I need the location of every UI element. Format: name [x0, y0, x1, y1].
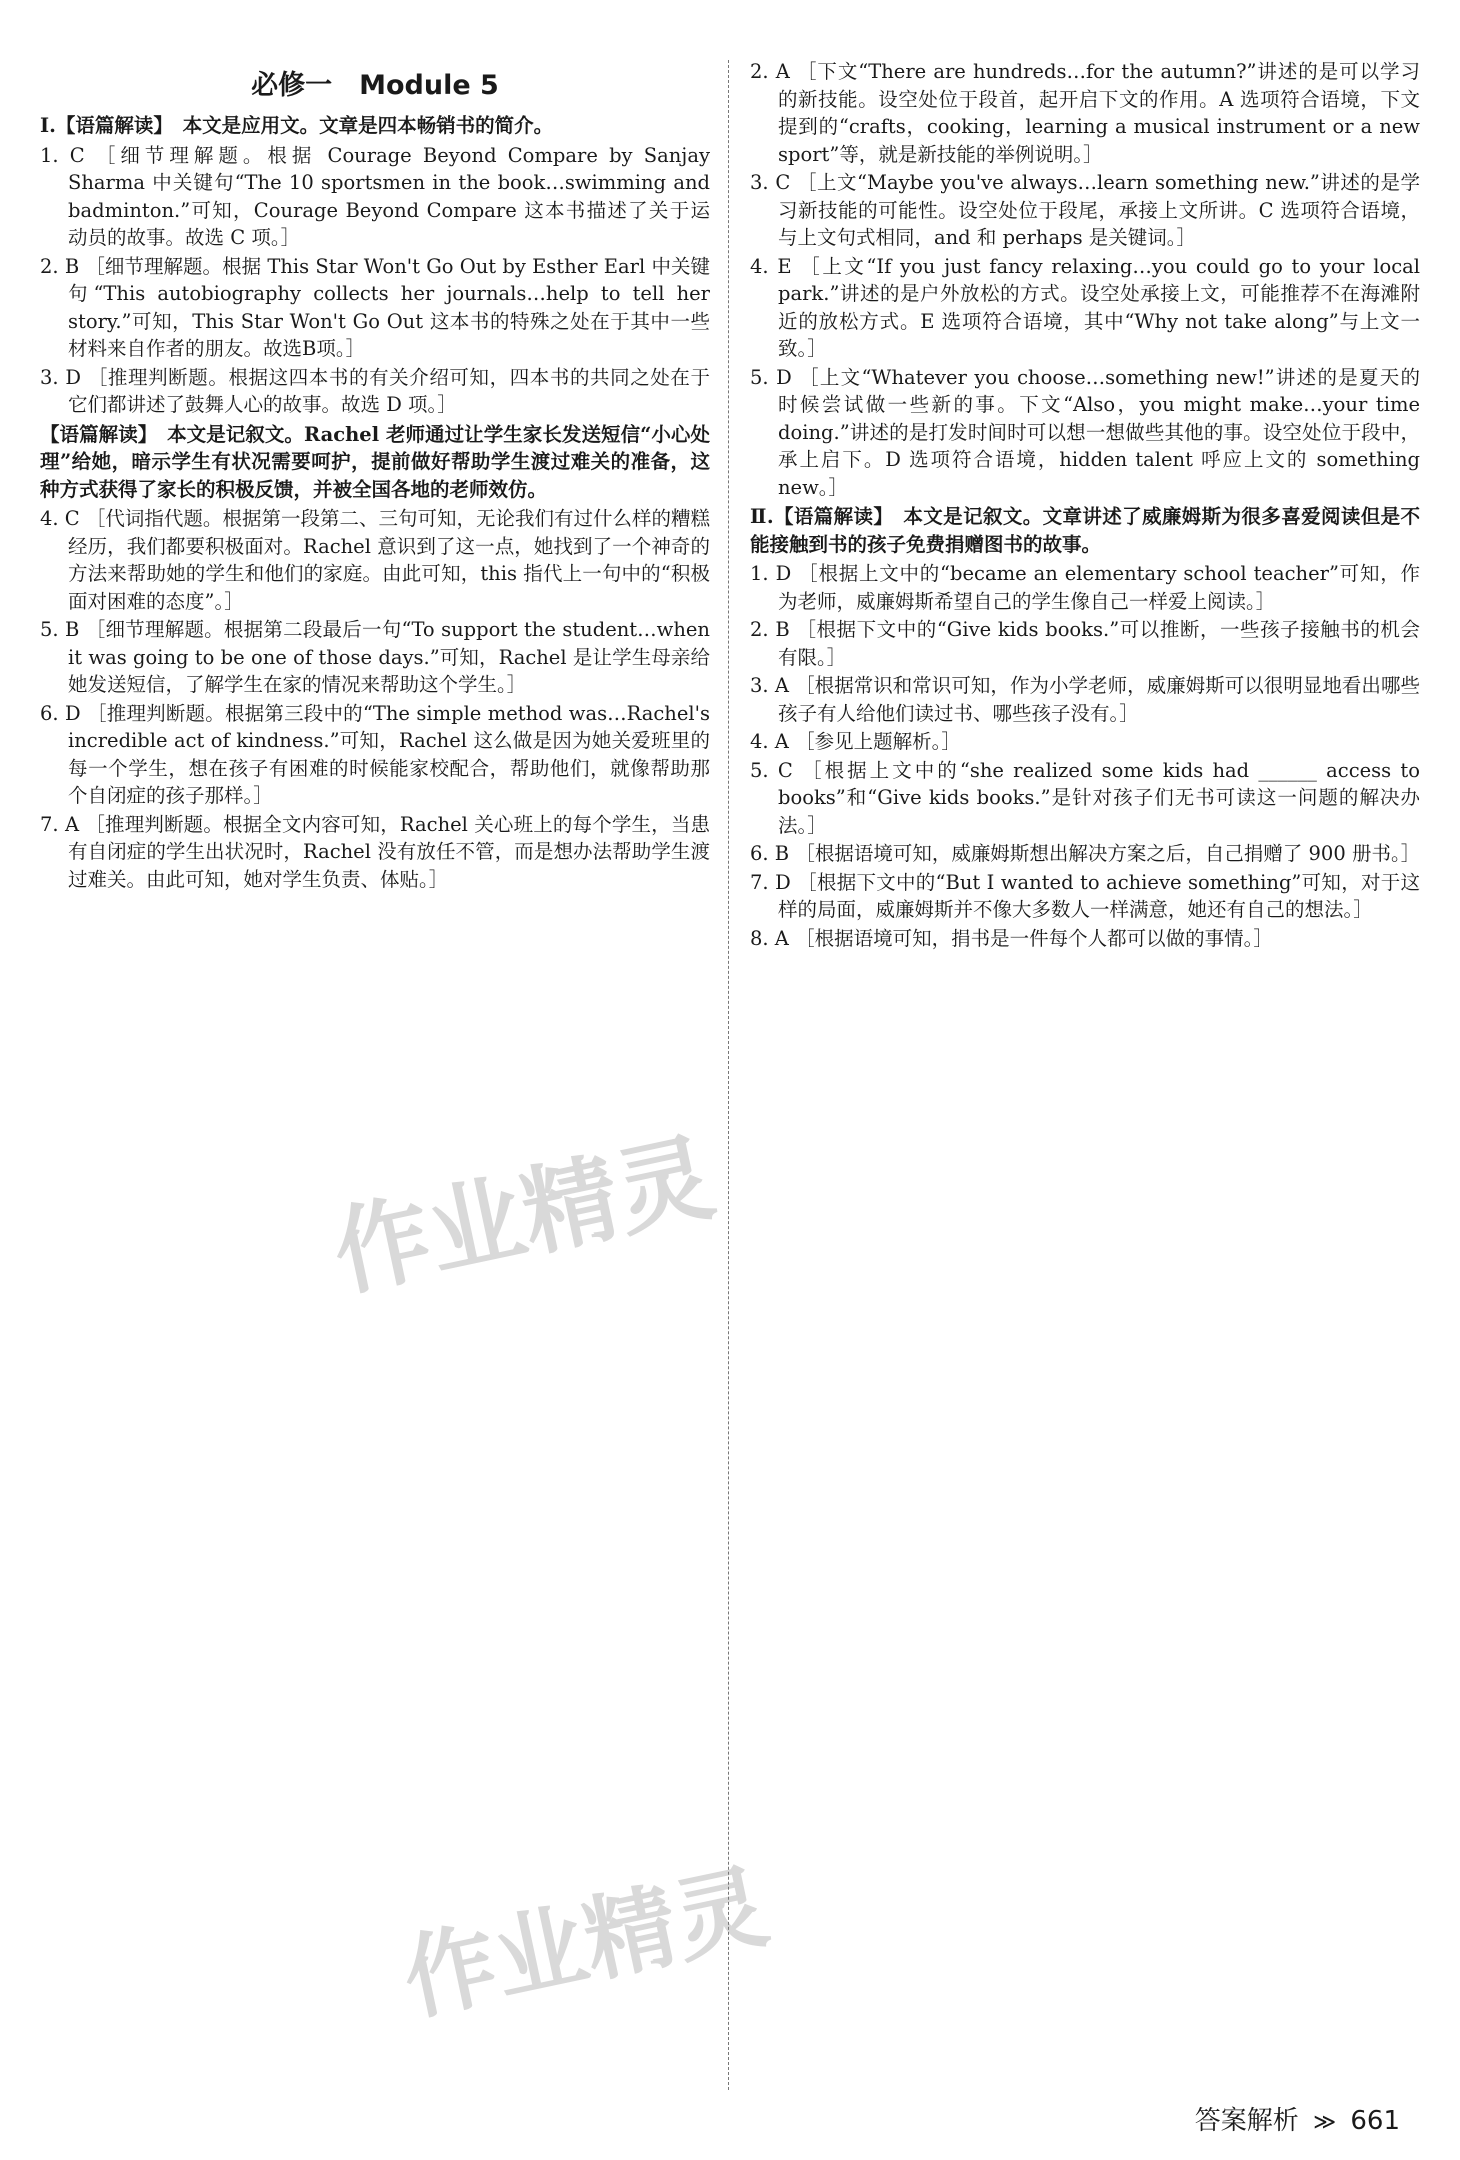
- section-2-header: 【语篇解读】 本文是记叙文。Rachel 老师通过让学生家长发送短信“小心处理”给她，暗示学生有状况需要呵护，提前做好帮助学生渡过难关的准备，这种方式获得了家长的积极反馈，并被全国各地的老师效仿。: [40, 422, 710, 501]
- answer-item: 3. A ［根据常识和常识可知，作为小学老师，威廉姆斯可以很明显地看出哪些孩子有人给他们读过书、哪些孩子没有。］: [750, 674, 1420, 725]
- answer-item: 4. A ［参见上题解析。］: [750, 730, 961, 753]
- section-2-header: Ⅱ.【语篇解读】 本文是记叙文。文章讲述了威廉姆斯为很多喜爱阅读但是不能接触到书的孩子免费捐赠图书的故事。: [750, 505, 1420, 556]
- double-chevron-icon: ≫: [1313, 2110, 1337, 2135]
- answer-item: 1. C ［细节理解题。根据 Courage Beyond Compare by Sanjay Sharma 中关键句“The 10 sportsmen in the book…swimming and badminton.”可知，Courage Beyond Compare 这本书描述了关于运动员的故事。故选 C 项。］: [40, 143, 710, 249]
- answer-item: 6. B ［根据语境可知，威廉姆斯想出解决方案之后，自己捐赠了 900 册书。］: [750, 842, 1421, 865]
- answer-item: 3. D ［推理判断题。根据这四本书的有关介绍可知，四本书的共同之处在于它们都讲述了鼓舞人心的故事。故选 D 项。］: [40, 365, 710, 416]
- answer-item: 8. A ［根据语境可知，捐书是一件每个人都可以做的事情。］: [750, 926, 1273, 950]
- answer-item: 7. D ［根据下文中的“But I wanted to achieve something”可知，对于这样的局面，威廉姆斯并不像大多数人一样满意，她还有自己的想法。］: [750, 870, 1420, 921]
- answer-item: 6. D ［推理判断题。根据第三段中的“The simple method was…Rachel's incredible act of kindness.”可知，Rachel 这么做是因为她关爱班里的每一个学生，想在孩子有困难的时候能家校配合，帮助他们，就像帮助那个自闭症的孩子那样。］: [40, 701, 710, 807]
- watermark-stamp: 作业精灵: [394, 1852, 777, 2034]
- answer-item: 3. C ［上文“Maybe you've always…learn something new.”讲述的是学习新技能的可能性。设空处位于段尾，承接上文所讲。C 选项符合语境，与上文句式相同，and 和 perhaps 是关键词。］: [750, 171, 1420, 249]
- answer-item: 4. E ［上文“If you just fancy relaxing…you could go to your local park.”讲述的是户外放松的方式。设空处承接上文，可能推荐不在海滩附近的放松方式。E 选项符合语境，其中“Why not take along”与上文一致。］: [750, 254, 1420, 360]
- answer-item: 2. B ［根据下文中的“Give kids books.”可以推断，一些孩子接触书的机会有限。］: [750, 618, 1420, 669]
- answer-item: 2. B ［细节理解题。根据 This Star Won't Go Out by Esther Earl 中关键句“This autobiography collects her journals…help to tell her story.”可知，This Star Won't Go Out 这本书的特殊之处在于其中一些材料来自作者的朋友。故选B项。］: [40, 254, 710, 360]
- column-divider: [728, 60, 729, 2090]
- module-5-title: 必修一 Module 5: [251, 70, 499, 101]
- answer-item: 5. D ［上文“Whatever you choose…something new!”讲述的是夏天的时候尝试做一些新的事。下文“Also，you might make…your time doing.”讲述的是打发时间时可以想一想做些其他的事。设空处位于段中，承上启下。D 选项符合语境，hidden talent 呼应上文的 something new。］: [750, 365, 1420, 499]
- footer-label: 答案解析: [1194, 2106, 1299, 2136]
- right-column: [750, 58, 1420, 953]
- answer-item: 5. C ［根据上文中的“she realized some kids had ______ access to books”和“Give kids books.”是针对孩子们无书可读这一问题的解决办法。］: [750, 758, 1420, 837]
- answer-item: 2. A ［下文“There are hundreds…for the autumn?”讲述的是可以学习的新技能。设空处位于段首，起开启下文的作用。A 选项符合语境，下文提到的“crafts，cooking，learning a musical instrument or a new sport”等，就是新技能的举例说明。］: [750, 60, 1420, 166]
- page-number: 661: [1350, 2106, 1400, 2136]
- answer-item: 1. D ［根据上文中的“became an elementary school teacher”可知，作为老师，威廉姆斯希望自己的学生像自己一样爱上阅读。］: [750, 562, 1420, 613]
- answer-item: 5. B ［细节理解题。根据第二段最后一句“To support the student…when it was going to be one of those days.”可知，Rachel 是让学生母亲给她发送短信，了解学生在家的情况来帮助这个学生。］: [40, 618, 710, 696]
- left-column: [40, 58, 710, 894]
- answer-item: 7. A ［推理判断题。根据全文内容可知，Rachel 关心班上的每个学生，当患有自闭症的学生出状况时，Rachel 没有放任不管，而是想办法帮助学生渡过难关。由此可知，她对学生负责、体贴。］: [40, 812, 710, 891]
- page-footer: [1195, 2100, 1400, 2137]
- section-1-header: Ⅰ.【语篇解读】 本文是应用文。文章是四本畅销书的简介。: [40, 114, 554, 137]
- watermark-stamp: 作业精灵: [324, 1121, 724, 1311]
- answer-item: 4. C ［代词指代题。根据第一段第二、三句可知，无论我们有过什么样的糟糕经历，我们都要积极面对。Rachel 意识到了这一点，她找到了一个神奇的方法来帮助她的学生和他们的家庭。由此可知，this 指代上一句中的“积极面对困难的态度”。］: [40, 507, 710, 613]
